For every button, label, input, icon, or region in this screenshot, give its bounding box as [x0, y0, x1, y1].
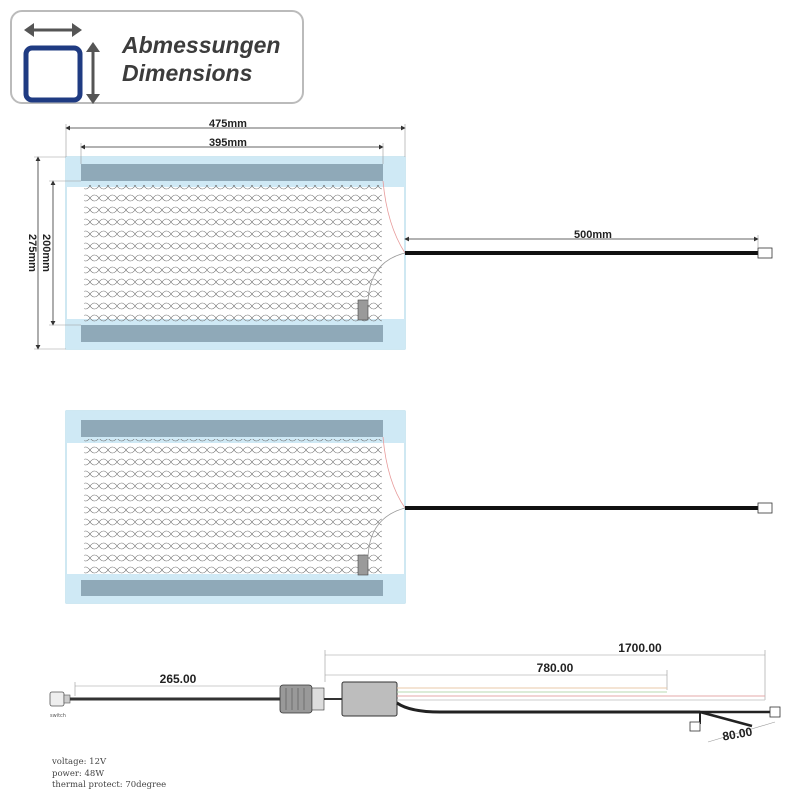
branch-length-label: 80.00: [721, 724, 754, 744]
branch-connector-lower: [690, 722, 700, 731]
specifications: [52, 757, 166, 792]
total-length-label: 1700.00: [618, 641, 662, 655]
bottom-heating-pad: [66, 411, 772, 603]
bottom-electrode: [81, 580, 383, 596]
power-wire: [397, 703, 700, 712]
title-german: Abmessungen: [122, 32, 281, 58]
height-inner-label: 200mm: [40, 234, 52, 272]
cable-connector: [758, 248, 772, 258]
cable-connector: [758, 503, 772, 513]
title-english: Dimensions: [122, 60, 253, 86]
width-outer-label: 475mm: [209, 118, 247, 130]
branch-wire-lower: [700, 712, 752, 726]
spec-voltage-label: voltage:: [52, 757, 87, 767]
wiring-harness: [50, 641, 780, 744]
fuse-holder: [280, 685, 324, 713]
rocker-switch: [50, 692, 70, 719]
cable-length-label: 780.00: [536, 661, 574, 675]
spec-thermal-label: thermal protect:: [52, 780, 123, 790]
cable-length-label: 500mm: [574, 229, 612, 241]
spec-power-label: power:: [52, 768, 82, 779]
bottom-electrode: [81, 325, 383, 342]
height-outer-label: 275mm: [26, 234, 38, 272]
thermostat: [358, 300, 368, 320]
switch-cable-label: 265.00: [159, 672, 197, 686]
spec-thermal: [52, 780, 166, 792]
thermostat: [358, 555, 368, 575]
spec-voltage: [52, 757, 166, 769]
spec-power-value: 48W: [84, 768, 105, 779]
width-inner-label: 395mm: [209, 137, 247, 149]
heating-mesh: [84, 439, 382, 577]
spec-thermal-value: 70degree: [125, 780, 167, 790]
top-electrode: [81, 164, 383, 181]
top-heating-pad: [66, 157, 772, 349]
top-electrode: [81, 420, 383, 437]
spec-power: [52, 769, 166, 781]
branch-connector-upper: [770, 707, 780, 717]
controller-box: [342, 682, 397, 716]
heating-mesh: [84, 185, 382, 322]
spec-voltage-value: 12V: [89, 757, 107, 767]
switch-label: switch: [50, 713, 66, 719]
